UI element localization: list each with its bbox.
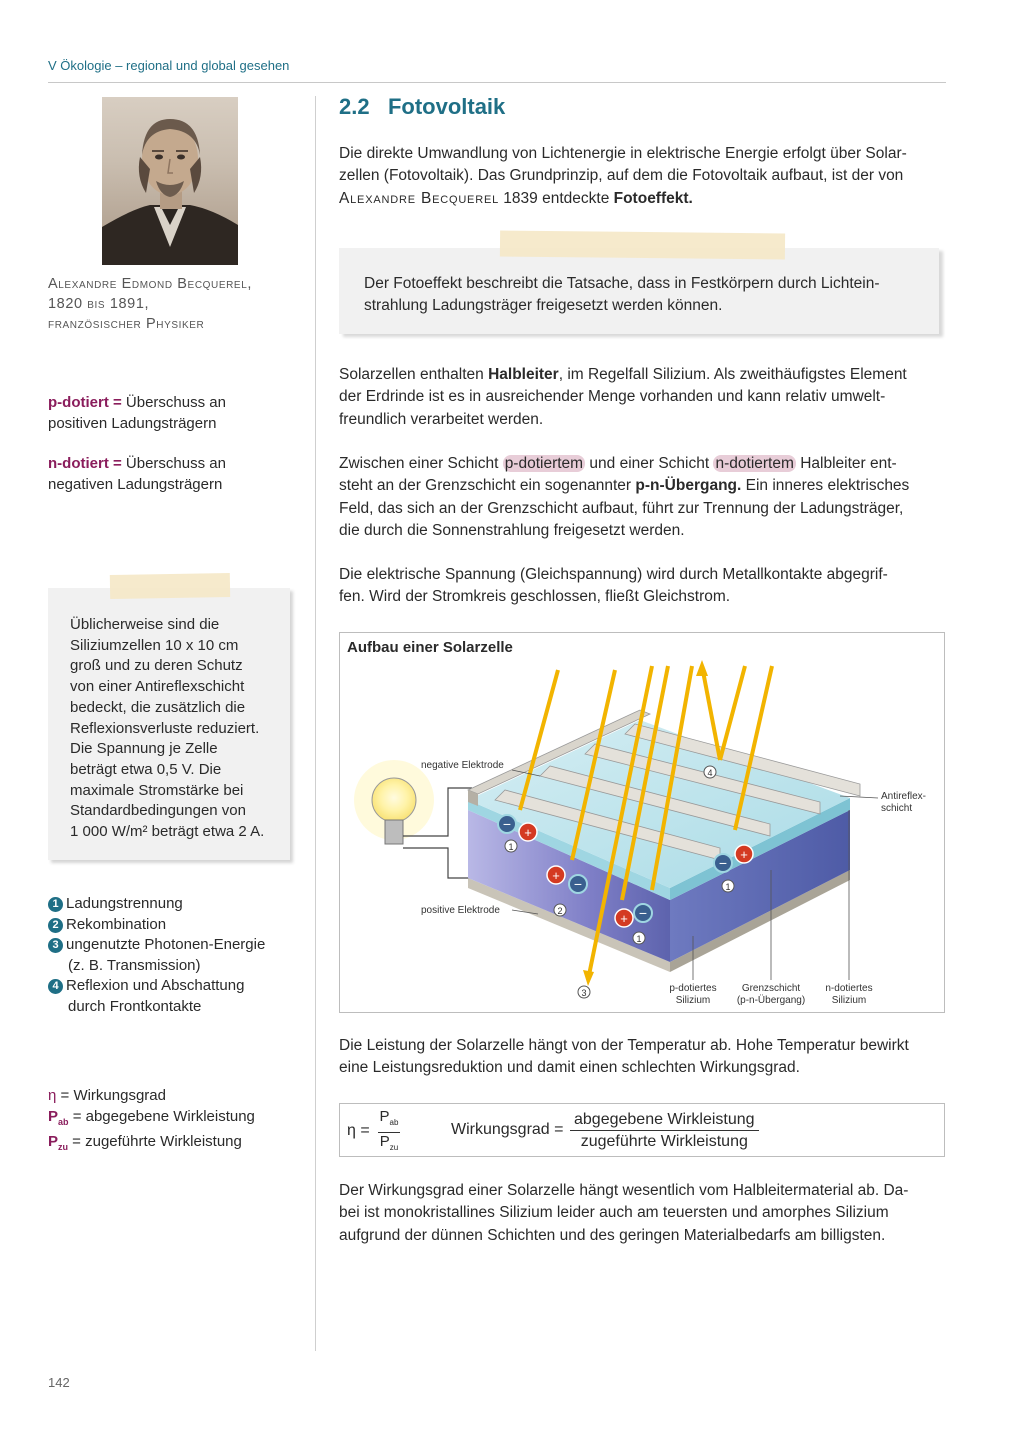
denominator-sub: zu (389, 1143, 399, 1152)
light-ray (720, 666, 745, 760)
label-junction: Grenzschicht (741, 983, 801, 994)
text-run: 1839 entdeckte (499, 189, 614, 207)
term-text: positiven Ladungsträgern (48, 415, 217, 432)
text-run: Halbleiter ent- (795, 455, 897, 472)
text-line: Der Fotoeffekt beschreibt die Tatsache, dass in Festkörpern durch Lichtein- (364, 275, 880, 292)
bulb-socket (385, 820, 403, 844)
arrow-head-icon (696, 660, 708, 676)
arrow-head-icon (583, 970, 594, 986)
term-text: Überschuss an (121, 455, 226, 472)
legend-text: Ladungstrennung (66, 895, 183, 912)
label-n-layer: Silizium (831, 995, 867, 1006)
label-p-layer: p-dotiertes (669, 983, 717, 994)
plus-sign: + (552, 868, 560, 883)
marker-2-icon: 2 (48, 918, 63, 933)
legend-text: Rekombination (66, 915, 167, 933)
text-line: Die direkte Umwandlung von Lichtenergie in elektrische Energie erfolgt über Solar- (339, 145, 907, 162)
text-line: fen. Wird der Stromkreis geschlossen, fließt Gleichstrom. (339, 588, 731, 606)
text-run: Solarzellen enthalten (339, 366, 489, 383)
term-text: negativen Ladungsträgern (48, 476, 223, 493)
legend-text: Reflexion und Abschattung (66, 977, 245, 995)
marker-4-icon: 4 (48, 979, 63, 994)
symbol-definitions (48, 1086, 308, 1158)
portrait-caption (48, 274, 298, 334)
marker-label: 1 (508, 842, 514, 852)
portrait-photo (102, 97, 238, 265)
plus-sign: + (620, 911, 628, 926)
numerator-symbol: P (379, 1108, 390, 1125)
header-rule (48, 82, 946, 83)
bold-term: Fotoeffekt. (613, 189, 693, 207)
text-run: Ein inneres elektrisches (741, 477, 910, 495)
highlighted-term: p-dotiertem (504, 455, 584, 472)
caption-line: Alexandre Edmond Becquerel, (48, 276, 252, 292)
minus-sign: − (502, 816, 512, 832)
text-line: eine Leistungsreduktion und damit einen schlechten Wirkungsgrad. (339, 1059, 800, 1077)
minus-sign: − (718, 855, 728, 871)
plus-sign: + (524, 825, 532, 840)
label-p-layer: Silizium (675, 995, 711, 1006)
text-run: steht an der Grenzschicht ein sogenannter (339, 477, 636, 495)
tape-decoration (500, 231, 785, 260)
symbol-text: = zugeführte Wirkleistung (68, 1133, 242, 1150)
term-text: Überschuss an (121, 394, 226, 411)
minus-sign: − (638, 905, 648, 921)
term-label: p-dotiert = (48, 394, 122, 411)
paragraph-efficiency (339, 1180, 945, 1247)
running-header: V Ökologie – regional und global gesehen (48, 58, 290, 73)
symbol-text: = abgegebene Wirkleistung (68, 1107, 255, 1125)
label-positive-electrode: positive Elektrode (421, 905, 500, 916)
bold-term: p-n-Übergang. (635, 477, 742, 495)
label-antireflex: Antireflex- (881, 791, 927, 802)
section-heading (339, 94, 505, 120)
marker-label: 1 (725, 882, 731, 892)
text-line: freundlich verarbeitet werden. (339, 410, 544, 428)
text-line: strahlung Ladungsträger freigesetzt werden können. (364, 297, 723, 315)
symbol-text: = Wirkungsgrad (56, 1087, 166, 1104)
eta-fraction (378, 1108, 400, 1157)
minus-sign: − (573, 876, 583, 892)
label-n-layer: n-dotiertes (825, 983, 873, 994)
symbol: η (48, 1087, 57, 1104)
tape-decoration (110, 573, 230, 599)
formula-label: Wirkungsgrad = (451, 1121, 564, 1138)
paragraph-voltage (339, 564, 945, 609)
text-line: Die elektrische Spannung (Gleichspannung) wird durch Metallkontakte abgegrif- (339, 566, 888, 583)
marker-label: 2 (557, 906, 563, 916)
page-number: 142 (48, 1375, 70, 1390)
denominator-symbol: P (379, 1133, 390, 1150)
numerator-sub: ab (389, 1118, 399, 1127)
symbol-sub: ab (58, 1116, 69, 1127)
text-run: Zwischen einer Schicht (339, 455, 503, 472)
wire (403, 848, 472, 878)
solar-cell-diagram (340, 650, 944, 1012)
text-run: und einer Schicht (585, 455, 714, 472)
fraction-denominator: zugeführte Wirkleistung (580, 1133, 748, 1150)
label-antireflex: schicht (881, 803, 913, 814)
marker-label: 1 (636, 934, 642, 944)
intro-paragraph (339, 143, 945, 210)
definition-p-dotiert (48, 392, 298, 434)
legend-text: durch Frontkontakte (68, 997, 202, 1015)
text-line: bei ist monokristallines Silizium leider auch am teuersten und amorphes Silizium (339, 1204, 889, 1222)
note-line: beträgt etwa 0,5 V. Die (70, 760, 222, 778)
note-line: Die Spannung je Zelle (70, 740, 218, 758)
note-line: groß und zu deren Schutz (70, 657, 243, 675)
label-junction: (p-n-Übergang) (736, 995, 806, 1006)
fraction-numerator: abgegebene Wirkleistung (570, 1109, 759, 1131)
portrait-illustration (102, 97, 238, 265)
figure-title: Aufbau einer Solarzelle (347, 639, 513, 656)
note-line: bedeckt, die zusätzlich die (70, 698, 246, 716)
note-line: von einer Antireflexschicht (70, 678, 245, 696)
eta-symbol: η = (347, 1122, 370, 1139)
text-line: Die Leistung der Solarzelle hängt von der Temperatur ab. Hohe Temperatur bewirkt (339, 1037, 909, 1054)
paragraph-temperature (339, 1035, 945, 1080)
caption-line: 1820 bis 1891, (48, 296, 150, 312)
note-line: maximale Stromstärke bei (70, 781, 244, 799)
lightbulb-icon (372, 778, 416, 822)
section-number: 2.2 (339, 94, 370, 119)
text-line: Der Wirkungsgrad einer Solarzelle hängt wesentlich vom Halbleitermaterial ab. Da- (339, 1182, 909, 1199)
marker-label: 4 (707, 768, 713, 778)
section-title: Fotovoltaik (387, 94, 506, 119)
term-label: n-dotiert = (48, 455, 122, 472)
note-line: Standardbedingungen von (70, 802, 246, 820)
text-line: zellen (Fotovoltaik). Das Grundprinzip, auf dem die Fotovoltaik aufbaut, ist der von (339, 167, 904, 185)
legend-text: ungenutzte Photonen-Energie (66, 936, 266, 954)
symbol-sub: zu (58, 1142, 69, 1152)
figure-legend (48, 894, 298, 1018)
text-line: der Erdrinde ist es in ausreichender Menge vorhanden und kann relativ umwelt- (339, 388, 886, 406)
column-divider (315, 96, 316, 1351)
text-run: , im Regelfall Silizium. Als zweithäufigstes Element (558, 366, 907, 383)
definition-n-dotiert (48, 453, 298, 495)
text-line: Feld, das sich an der Grenzschicht aufbaut, führt zur Trennung der Ladungsträger, (339, 499, 904, 517)
text-line: aufgrund der dünnen Schichten und des geringen Materialbedarfs am billigsten. (339, 1226, 886, 1244)
symbol: P (48, 1133, 59, 1150)
plus-sign: + (740, 847, 748, 862)
note-line: Üblicherweise sind die (70, 616, 220, 633)
bold-term: Halbleiter (488, 366, 559, 383)
marker-3-icon: 3 (48, 938, 63, 953)
note-line: 1 000 W/m² beträgt etwa 2 A. (70, 823, 265, 841)
paragraph-halbleiter (339, 364, 945, 431)
note-line: Siliziumzellen 10 x 10 cm (70, 636, 239, 654)
label-negative-electrode: negative Elektrode (421, 760, 504, 771)
paragraph-pn-junction (339, 453, 945, 542)
word-fraction (570, 1109, 759, 1152)
info-note-text (70, 615, 284, 843)
legend-text: (z. B. Transmission) (68, 956, 201, 974)
caption-line: französischer Physiker (48, 316, 205, 332)
definition-text (364, 273, 924, 318)
text-line: die durch die Sonnenstrahlung freigesetzt werden. (339, 521, 685, 539)
person-name: Alexandre Becquerel (339, 189, 499, 207)
marker-1-icon: 1 (48, 897, 63, 912)
note-line: Reflexionsverluste reduziert. (70, 719, 260, 737)
symbol: P (48, 1107, 59, 1125)
marker-label: 3 (581, 988, 587, 998)
highlighted-term: n-dotiertem (715, 455, 794, 472)
